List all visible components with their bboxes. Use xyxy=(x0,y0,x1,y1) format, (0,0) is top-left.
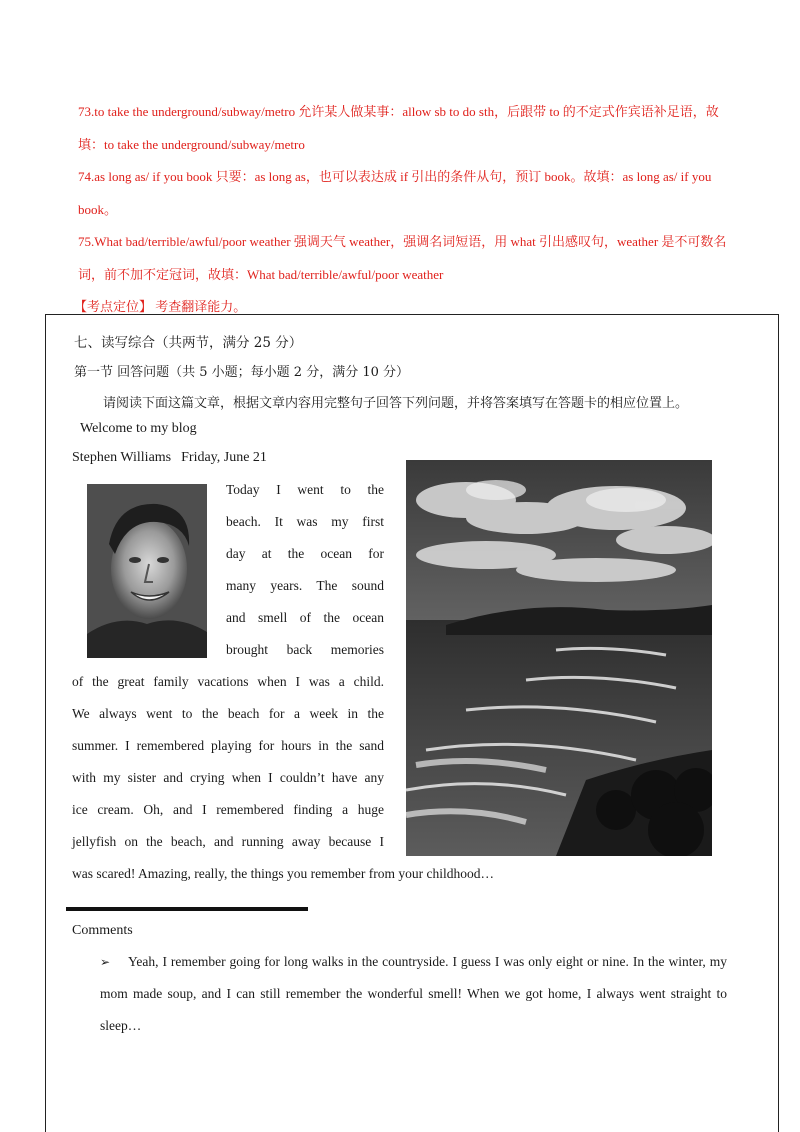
blog-line: day at the ocean for xyxy=(226,546,384,561)
comments-heading: Comments xyxy=(72,923,133,938)
blog-text-continued xyxy=(72,666,495,890)
blog-line: We always went to the beach for a week in the xyxy=(72,706,384,721)
answer-75: 75.What bad/terrible/awful/poor weather 强调天气 weather，强调名词短语，用 what 引出感叹句，weather 是不可数名词，前不加不定冠词，故填：What bad/terrible/awful/poor weather xyxy=(78,234,727,282)
blog-line: of the great family vacations when I was a child. xyxy=(72,674,384,689)
blog-line: and smell of the ocean xyxy=(226,610,384,625)
author-portrait-photo xyxy=(87,484,207,658)
blog-line: brought back memories xyxy=(226,642,384,657)
bullet-arrow-icon: ➢ xyxy=(100,955,111,969)
answer-explanations xyxy=(78,96,738,291)
comment-text xyxy=(100,946,727,1042)
blog-line: was scared! Amazing, really, the things you remember from your childhood… xyxy=(72,866,495,881)
blog-line: summer. I remembered playing for hours in the sand xyxy=(72,738,384,753)
answer-74: 74.as long as/ if you book 只要：as long as，也可以表达成 if 引出的条件从句，预订 book。故填：as long as/ if you book。 xyxy=(78,169,712,217)
blog-line: with my sister and crying when I couldn’t have any xyxy=(72,770,384,785)
blog-line: Today I went to the xyxy=(226,482,384,497)
instructions: 请阅读下面这篇文章，根据文章内容用完整句子回答下列问题，并将答案填写在答题卡的相应位置上。 xyxy=(103,396,689,411)
comment-body: Yeah, I remember going for long walks in the countryside. I guess I was only eight or nine. In the winter, my mom made soup, and I can still remember the wonderful smell! When we got home, I always went straight to sleep… xyxy=(100,954,727,1033)
blog-line: many years. The sound xyxy=(226,578,384,593)
blog-text-beside-photo xyxy=(226,474,384,666)
section-title: 七、读写综合（共两节，满分 25 分） xyxy=(74,335,303,351)
blog-author-line xyxy=(72,450,267,466)
answer-73: 73.to take the underground/subway/metro 允许某人做某事：allow sb to do sth，后跟带 to 的不定式作宾语补足语，故填：to take the underground/subway/metro xyxy=(78,104,719,152)
test-point-note: 【考点定位】 考查翻译能力。 xyxy=(74,299,247,314)
blog-title: Welcome to my blog xyxy=(80,421,197,436)
beach-photo xyxy=(406,460,712,856)
blog-line: jellyfish on the beach, and running away because I xyxy=(72,834,384,849)
divider xyxy=(66,907,308,911)
blog-line: ice cream. Oh, and I remembered finding a huge xyxy=(72,802,384,817)
author-name: Stephen Williams xyxy=(72,450,172,465)
section-subtitle: 第一节 回答问题（共 5 小题；每小题 2 分，满分 10 分） xyxy=(74,365,410,380)
blog-line: beach. It was my first xyxy=(226,514,384,529)
post-date: Friday, June 21 xyxy=(181,450,267,465)
